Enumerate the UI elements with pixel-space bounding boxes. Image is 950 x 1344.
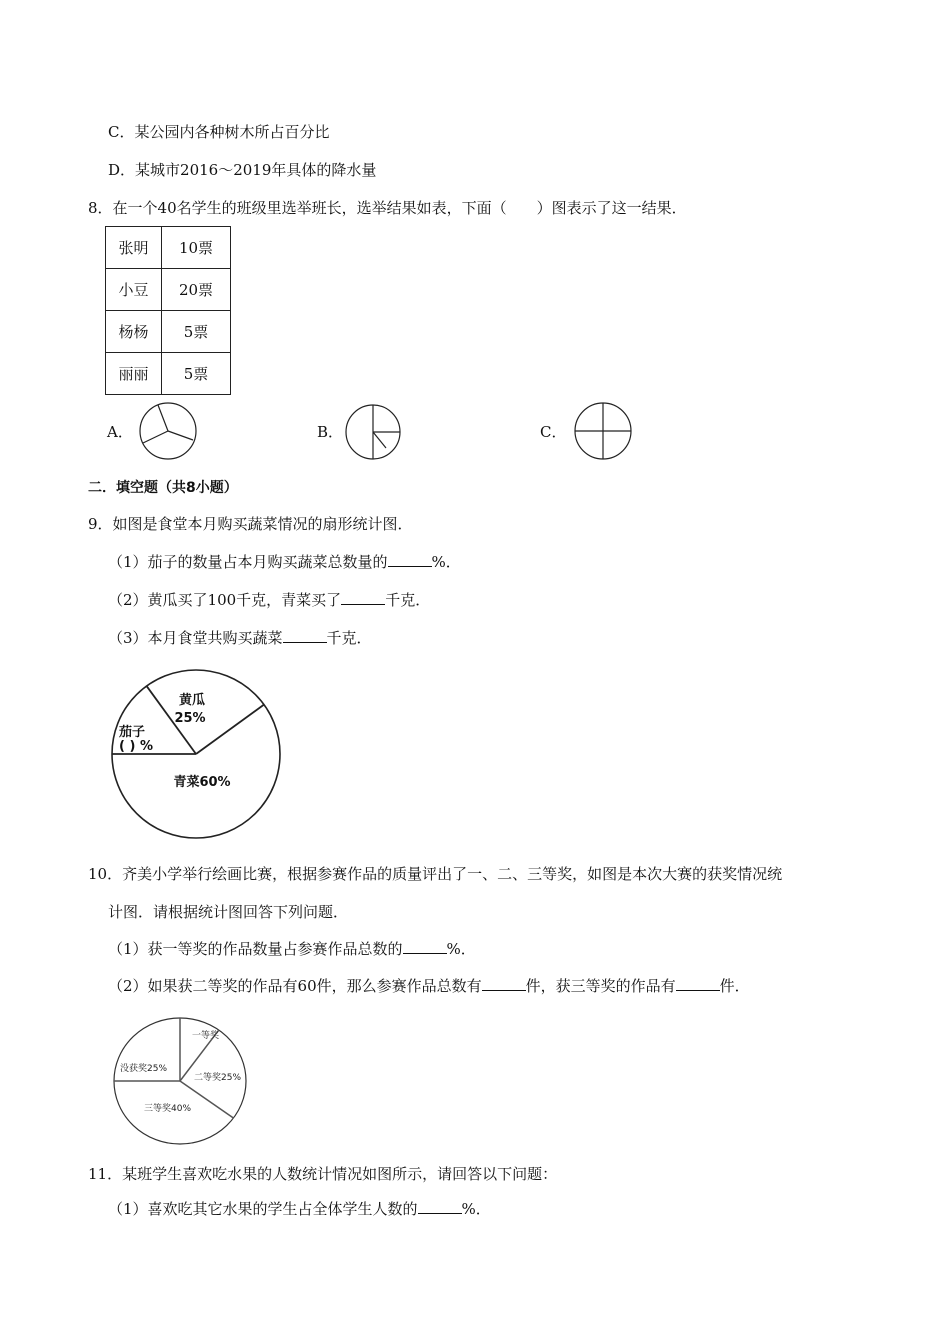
q10-part2 xyxy=(108,976,750,996)
answer-blank[interactable] xyxy=(403,939,447,954)
vote-name-cell: 张明 xyxy=(106,227,162,269)
answer-blank[interactable] xyxy=(283,628,327,643)
pie-slice-boundary xyxy=(196,705,264,754)
table-row xyxy=(106,227,231,269)
q9-part1-unit: %． xyxy=(431,553,461,571)
pie-label-eggplant-name: 茄子 xyxy=(118,725,146,740)
vote-name-cell: 杨杨 xyxy=(106,311,162,353)
vote-name-cell: 丽丽 xyxy=(106,353,162,395)
vegetable-pie-chart xyxy=(110,668,282,840)
q9-part2-unit: 千克． xyxy=(385,591,431,609)
vote-count-cell: 5票 xyxy=(162,353,231,395)
pie-label-eggplant-pct: ( ) % xyxy=(119,739,153,754)
pie-label-first: 一等奖 xyxy=(192,1031,220,1041)
pie-label-third: 三等奖40% xyxy=(144,1104,192,1114)
section-heading: 二．填空题（共8小题） xyxy=(88,480,238,496)
q8-option-c-label: C． xyxy=(540,423,567,441)
pie-label-cucumber-pct: 25% xyxy=(174,711,206,726)
table-row xyxy=(106,269,231,311)
q9-part3-unit: 千克． xyxy=(326,629,372,647)
answer-blank[interactable] xyxy=(388,552,432,567)
vote-count-cell: 10票 xyxy=(162,227,231,269)
q9-part3-text: （3）本月食堂共购买蔬菜 xyxy=(108,629,283,647)
pie-label-none: 没获奖25% xyxy=(120,1064,168,1074)
q10-stem-line1: 10．齐美小学举行绘画比赛，根据参赛作品的质量评出了一、二、三等奖，如图是本次大赛的获奖情况统 xyxy=(88,865,783,883)
q7-option-c: C．某公园内各种树木所占百分比 xyxy=(108,123,330,141)
answer-blank[interactable] xyxy=(676,976,720,991)
q10-stem-line2: 计图．请根据统计图回答下列问题． xyxy=(108,903,349,921)
q11-stem: 11．某班学生喜欢吃水果的人数统计情况如图所示，请回答以下问题： xyxy=(88,1165,558,1183)
q8-option-c-pie xyxy=(573,401,633,461)
vote-table xyxy=(105,226,231,395)
vote-count-cell: 5票 xyxy=(162,311,231,353)
table-row xyxy=(106,311,231,353)
q9-part2-text: （2）黄瓜买了100千克，青菜买了 xyxy=(108,591,342,609)
q8-option-a-label: A． xyxy=(107,423,133,441)
q11-part1-text: （1）喜欢吃其它水果的学生占全体学生人数的 xyxy=(108,1200,418,1218)
q8-stem: 8．在一个40名学生的班级里选举班长，选举结果如表，下面（ ）图表示了这一结果． xyxy=(88,199,687,217)
q9-part1-text: （1）茄子的数量占本月购买蔬菜总数量的 xyxy=(108,553,388,571)
q8-option-a-pie xyxy=(138,401,198,461)
q10-part2-unit: 件． xyxy=(719,977,750,995)
q9-part1 xyxy=(108,552,461,572)
q11-part1-unit: %． xyxy=(461,1200,491,1218)
q10-part1-text: （1）获一等奖的作品数量占参赛作品总数的 xyxy=(108,940,403,958)
q10-part1-unit: %． xyxy=(446,940,476,958)
q9-part2 xyxy=(108,590,430,610)
answer-blank[interactable] xyxy=(482,976,526,991)
q10-part2-text: （2）如果获二等奖的作品有60件，那么参赛作品总数有 xyxy=(108,977,482,995)
award-pie-chart xyxy=(112,1016,248,1146)
answer-blank[interactable] xyxy=(341,590,385,605)
pie-label-second: 二等奖25% xyxy=(194,1073,242,1083)
q11-part1 xyxy=(108,1199,491,1219)
answer-blank[interactable] xyxy=(418,1199,462,1214)
q9-stem: 9．如图是食堂本月购买蔬菜情况的扇形统计图． xyxy=(88,515,413,533)
q7-option-d: D．某城市2016～2019年具体的降水量 xyxy=(108,161,377,179)
vote-name-cell: 小豆 xyxy=(106,269,162,311)
pie-label-greens: 青菜60% xyxy=(173,775,231,790)
q8-option-b-label: B． xyxy=(317,423,344,441)
q10-part2-mid: 件，获三等奖的作品有 xyxy=(525,977,676,995)
pie-label-cucumber-name: 黄瓜 xyxy=(178,693,206,708)
q9-part3 xyxy=(108,628,372,648)
vote-count-cell: 20票 xyxy=(162,269,231,311)
table-row xyxy=(106,353,231,395)
q10-part1 xyxy=(108,939,476,959)
q8-option-b-pie xyxy=(344,403,402,461)
